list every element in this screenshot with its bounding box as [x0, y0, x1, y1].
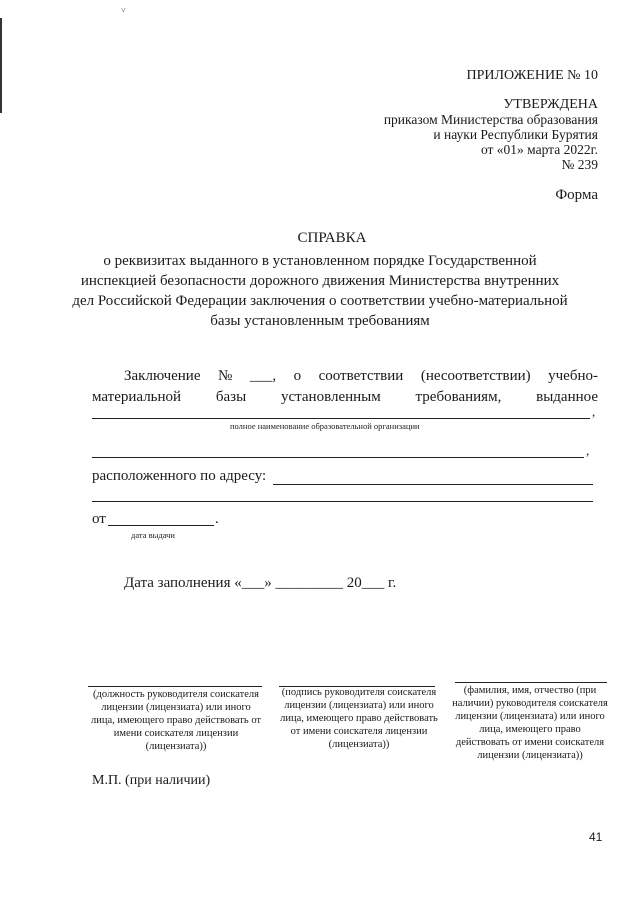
address-field[interactable] — [273, 484, 593, 485]
base-word: базы — [215, 389, 247, 405]
conclusion-word: учебно- — [548, 368, 598, 384]
title-line-2: инспекцией безопасности дорожного движения Министерства внутренних — [80, 273, 560, 289]
approved-label: УТВЕРЖДЕНА — [503, 97, 598, 112]
conclusion-word: № — [218, 368, 233, 384]
base-line — [92, 389, 598, 406]
title-line-3: дел Российской Федерации заключения о соответствии учебно-материальной — [72, 293, 568, 309]
order-date: от «01» марта 2022г. — [480, 142, 598, 157]
issue-date-field[interactable] — [108, 525, 214, 526]
appendix-label: ПРИЛОЖЕНИЕ № 10 — [466, 68, 598, 83]
position-caption: (должность руководителя соискателя лицензии (лицензиата) или иного лица, имеющего право действовать от имени соискателя лицензии (лицензиата)) — [90, 689, 262, 752]
org-name-line[interactable] — [92, 418, 590, 419]
org-name-caption: полное наименование образовательной организации — [230, 421, 420, 431]
from-label: от — [92, 511, 106, 527]
comma: , — [592, 404, 596, 419]
address-field-2[interactable] — [92, 501, 593, 502]
stamp-label: М.П. (при наличии) — [92, 773, 211, 788]
fill-date[interactable]: Дата заполнения «___» _________ 20___ г. — [124, 575, 397, 591]
base-word: материальной — [92, 389, 182, 405]
address-label: расположенного по адресу: — [92, 468, 267, 484]
order-line-2: и науки Республики Бурятия — [433, 127, 598, 142]
org-name-line-2[interactable] — [92, 457, 584, 458]
scan-edge — [0, 18, 2, 113]
form-label: Форма — [555, 187, 598, 203]
period: . — [215, 511, 219, 527]
full-name-caption: (фамилия, имя, отчество (при наличии) руководителя соискателя лицензии (лицензиата) или иного лица, имеющего право действовать от имени соискателя лицензии (лицензиата)) — [452, 685, 608, 761]
conclusion-word: соответствии — [318, 368, 404, 384]
title-line-1: о реквизитах выданного в установленном порядке Государственной — [103, 253, 537, 269]
scan-mark: ˅ — [121, 6, 126, 15]
page-number: 41 — [589, 830, 603, 844]
signature-caption: (подпись руководителя соискателя лицензии (лицензиата) или иного лица, имеющего право действовать от имени соискателя лицензии (лицензиата)) — [280, 687, 438, 750]
comma: , — [586, 443, 590, 458]
order-line-1: приказом Министерства образования — [383, 112, 598, 127]
conclusion-line — [124, 368, 598, 385]
document-title: СПРАВКА — [297, 230, 367, 246]
title-line-4: базы установленным требованиям — [210, 313, 430, 329]
order-number: № 239 — [561, 157, 598, 172]
issue-date-caption: дата выдачи — [131, 530, 175, 540]
conclusion-number-blank[interactable]: ___, — [249, 368, 277, 384]
conclusion-word: Заключение — [124, 368, 201, 384]
base-word: установленным — [281, 389, 381, 405]
base-word: требованиям, — [415, 389, 502, 405]
name-signature-line[interactable] — [455, 682, 607, 683]
base-word: выданное — [536, 389, 598, 405]
conclusion-word: о — [293, 368, 302, 384]
conclusion-word: (несоответствии) — [420, 368, 531, 384]
position-signature-line[interactable] — [88, 686, 262, 687]
